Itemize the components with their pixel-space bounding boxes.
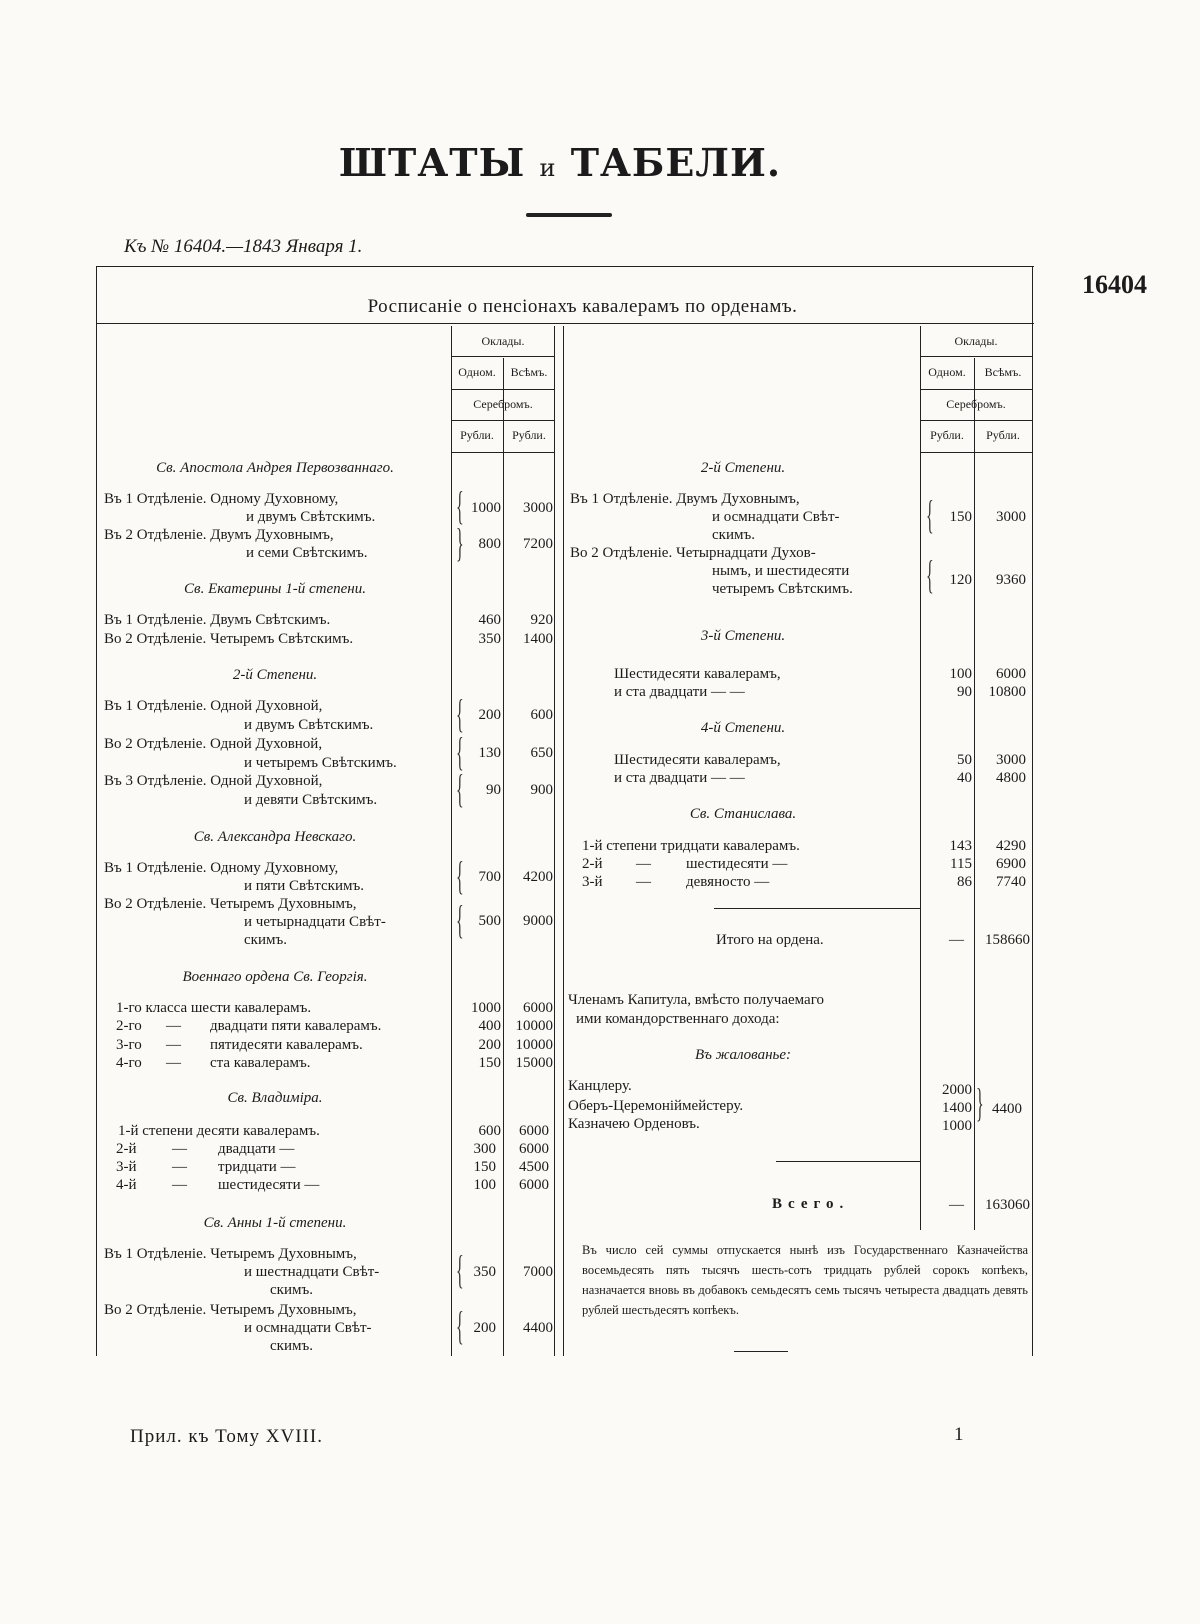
row-text: 3-й [582,874,603,890]
value-each: 100 [949,666,972,682]
section-title: 3-й Степени. [700,628,786,644]
row-text: и семи Свѣтскимъ. [246,545,368,561]
value-each: 86 [957,874,972,890]
row-text: и шестнадцати Свѣт- [244,1264,380,1280]
reference-line: Къ № 16404.—1843 Января 1. [124,236,363,257]
col-header-serebrom: Серебромъ. [946,397,1006,411]
col-header-odnom: Одном. [928,365,966,379]
row-text: четыремъ Свѣтскимъ. [712,581,853,597]
value-total: 4400 [523,1320,553,1336]
row-text: 3-го [116,1037,142,1053]
row-text: Въ 3 Отдѣленіе. Одной Духовной, [104,773,323,789]
value-total: 6000 [519,1123,549,1139]
value-each: 600 [478,1123,501,1139]
salary-total: 4400 [992,1101,1022,1117]
row-text: Въ 1 Отдѣленіе. Одному Духовному, [104,491,339,507]
value-each: 40 [957,770,972,786]
footnote-rule [734,1351,788,1352]
value-each: 1000 [942,1118,972,1134]
row-text: 1-й степени десяти кавалерамъ. [118,1123,320,1139]
row-text: — [166,1055,181,1071]
row-text: — [172,1141,187,1157]
section-title: Св. Апостола Андрея Первозваннаго. [156,460,394,476]
value-total: 7000 [523,1264,553,1280]
value-total: 10800 [988,684,1026,700]
value-total: 15000 [515,1055,553,1071]
value-total: 7740 [996,874,1026,890]
row-text: Казначею Орденовъ. [568,1116,700,1132]
brace: { [456,1303,464,1348]
value-total: 6900 [996,856,1026,872]
value-total: 600 [530,707,553,723]
brace: { [456,897,464,942]
row-text: — [172,1177,187,1193]
row-text: Во 2 Отдѣленіе. Четыремъ Духовнымъ, [104,896,357,912]
brace: { [456,766,464,811]
brace: { [456,853,464,898]
value-each: 143 [949,838,972,854]
section-title: Св. Станислава. [689,806,797,822]
row-text: двадцати — [218,1141,295,1157]
brace: } [976,1080,984,1125]
row-text: Членамъ Капитула, вмѣсто получаемаго [568,992,824,1008]
row-text: и четыремъ Свѣтскимъ. [244,755,397,771]
total-orders-value: 158660 [985,932,1030,948]
value-total: 3000 [996,752,1026,768]
row-text: 1-го класса шести кавалерамъ. [116,1000,312,1016]
row-text: 4-го [116,1055,142,1071]
value-each: 90 [486,782,501,798]
row-text: Во 2 Отдѣленіе. Одной Духовной, [104,736,323,752]
row-text: Во 2 Отдѣленіе. Четырнадцати Духов- [570,545,816,561]
value-each: 1400 [942,1100,972,1116]
value-total: 9360 [996,572,1026,588]
row-text: и ста двадцати — — [614,684,745,700]
row-text: — [166,1037,181,1053]
row-text: — [636,856,651,872]
grand-total-value: 163060 [985,1197,1030,1213]
row-text: скимъ. [244,932,287,948]
value-each: 500 [478,913,501,929]
value-total: 4290 [996,838,1026,854]
value-each: — [949,932,964,948]
value-each: 150 [473,1159,496,1175]
value-each: 460 [478,612,501,628]
row-text: Въ 2 Отдѣленіе. Двумъ Духовнымъ, [104,527,334,543]
brace: { [926,492,934,537]
value-total: 4200 [523,869,553,885]
value-each: 50 [957,752,972,768]
page-title: ШТАТЫ и ТАБЕЛИ. [338,140,782,185]
row-text: — [636,874,651,890]
row-text: пятидесяти кавалерамъ. [210,1037,363,1053]
value-each: 100 [473,1177,496,1193]
value-each: 1000 [471,500,501,516]
col-header-rubli: Рубли. [930,428,964,442]
value-total: 1400 [523,631,553,647]
footer-volume: Прил. къ Тому XVIII. [130,1426,323,1447]
value-each: 300 [473,1141,496,1157]
value-total: 7200 [523,536,553,552]
value-each: 200 [478,707,501,723]
row-text: двадцати пяти кавалерамъ. [210,1018,382,1034]
row-text: тридцати — [218,1159,296,1175]
row-text: ими командорственнаго дохода: [576,1011,780,1027]
row-text: скимъ. [712,527,755,543]
value-total: 6000 [519,1177,549,1193]
row-text: Въ 1 Отдѣленіе. Двумъ Духовнымъ, [570,491,800,507]
footnote: Въ число сей суммы отпускается нынѣ изъ Государственнаго Казначейства восемьдесять пять тысячъ шесть-сотъ тридцать рублей сорокъ копѣекъ, назначается вновь въ добавокъ семьдесятъ семь тысячъ четыреста двадцать девять рублей шестьдесятъ копѣекъ. [582,1243,1028,1317]
value-total: 900 [530,782,553,798]
section-title: 4-й Степени. [700,720,786,736]
value-total: 10000 [515,1018,553,1034]
brace: } [456,520,464,565]
value-each: 400 [478,1018,501,1034]
row-text: ста кавалерамъ. [210,1055,311,1071]
row-text: и осмнадцати Свѣт- [244,1320,372,1336]
row-text: девяносто — [686,874,770,890]
row-text: 1-й степени тридцати кавалерамъ. [582,838,800,854]
col-header-oklady: Оклады. [481,334,525,348]
row-text: и пяти Свѣтскимъ. [244,878,364,894]
decree-number: 16404 [1082,270,1147,299]
value-total: 4500 [519,1159,549,1175]
value-each: 90 [957,684,972,700]
row-text: Шестидесяти кавалерамъ, [614,666,781,682]
row-text: скимъ. [270,1282,313,1298]
row-text: 2-й [582,856,603,872]
row-text: и четырнадцати Свѣт- [244,914,386,930]
row-text: — [166,1018,181,1034]
value-each: 2000 [942,1082,972,1098]
value-each: 200 [478,1037,501,1053]
col-header-oklady: Оклады. [954,334,998,348]
section-title: Военнаго ордена Св. Георгія. [182,969,368,985]
row-text: Во 2 Отдѣленіе. Четыремъ Духовнымъ, [104,1302,357,1318]
section-title: 2-й Степени. [700,460,786,476]
value-each: 130 [478,745,501,761]
row-text: — [172,1159,187,1175]
value-each: 120 [949,572,972,588]
value-each: 800 [478,536,501,552]
value-each: 1000 [471,1000,501,1016]
brace: { [926,552,934,597]
section-title: Въ жалованье: [694,1047,791,1063]
value-each: 700 [478,869,501,885]
value-total: 920 [530,612,553,628]
brace: { [456,483,464,528]
row-text: и двумъ Свѣтскимъ. [246,509,376,525]
value-total: 6000 [996,666,1026,682]
table-title: Росписаніе о пенсіонахъ кавалерамъ по орденамъ. [367,296,798,317]
value-each: — [949,1197,964,1213]
value-each: 150 [478,1055,501,1071]
value-total: 6000 [519,1141,549,1157]
row-text: Въ 1 Отдѣленіе. Четыремъ Духовнымъ, [104,1246,357,1262]
value-each: 150 [949,509,972,525]
brace: { [456,691,464,736]
row-text: Шестидесяти кавалерамъ, [614,752,781,768]
value-total: 10000 [515,1037,553,1053]
value-total: 3000 [996,509,1026,525]
value-total: 650 [530,745,553,761]
row-text: шестидесяти — [686,856,788,872]
row-text: 3-й [116,1159,137,1175]
value-each: 200 [473,1320,496,1336]
col-header-rubli: Рубли. [512,428,546,442]
footer-page-number: 1 [954,1424,964,1445]
section-title: 2-й Степени. [232,667,318,683]
row-text: Въ 1 Отдѣленіе. Двумъ Свѣтскимъ. [104,612,331,628]
row-text: 2-го [116,1018,142,1034]
brace: { [456,729,464,774]
total-orders-label: Итого на ордена. [716,932,824,948]
brace: { [456,1247,464,1292]
row-text: и двумъ Свѣтскимъ. [244,717,374,733]
section-title: Св. Анны 1-й степени. [203,1215,347,1231]
col-header-vsem: Всѣмъ. [984,365,1022,379]
row-text: Канцлеру. [568,1078,632,1094]
section-title: Св. Владиміра. [227,1090,323,1106]
row-text: 2-й [116,1141,137,1157]
col-header-vsem: Всѣмъ. [510,365,548,379]
row-text: Во 2 Отдѣленіе. Четыремъ Свѣтскимъ. [104,631,354,647]
value-each: 350 [473,1264,496,1280]
col-header-rubli: Рубли. [986,428,1020,442]
row-text: и осмнадцати Свѣт- [712,509,840,525]
row-text: Въ 1 Отдѣленіе. Одной Духовной, [104,698,323,714]
section-title: Св. Екатерины 1-й степени. [184,581,366,597]
section-title: Св. Александра Невскаго. [193,829,357,845]
row-text: шестидесяти — [218,1177,320,1193]
col-header-rubli: Рубли. [460,428,494,442]
row-text: и ста двадцати — — [614,770,745,786]
row-text: Въ 1 Отдѣленіе. Одному Духовному, [104,860,339,876]
row-text: Оберъ-Церемоніймейстеру. [568,1098,744,1114]
value-each: 115 [950,856,972,872]
value-total: 6000 [523,1000,553,1016]
value-each: 350 [478,631,501,647]
row-text: нымъ, и шестидесяти [712,563,850,579]
value-total: 4800 [996,770,1026,786]
grand-total-label: Всего. [772,1196,850,1212]
row-text: и девяти Свѣтскимъ. [244,792,378,808]
value-total: 9000 [523,913,553,929]
col-header-serebrom: Серебромъ. [473,397,533,411]
title-rule [526,213,612,217]
row-text: скимъ. [270,1338,313,1354]
row-text: 4-й [116,1177,137,1193]
value-total: 3000 [523,500,553,516]
col-header-odnom: Одном. [458,365,496,379]
